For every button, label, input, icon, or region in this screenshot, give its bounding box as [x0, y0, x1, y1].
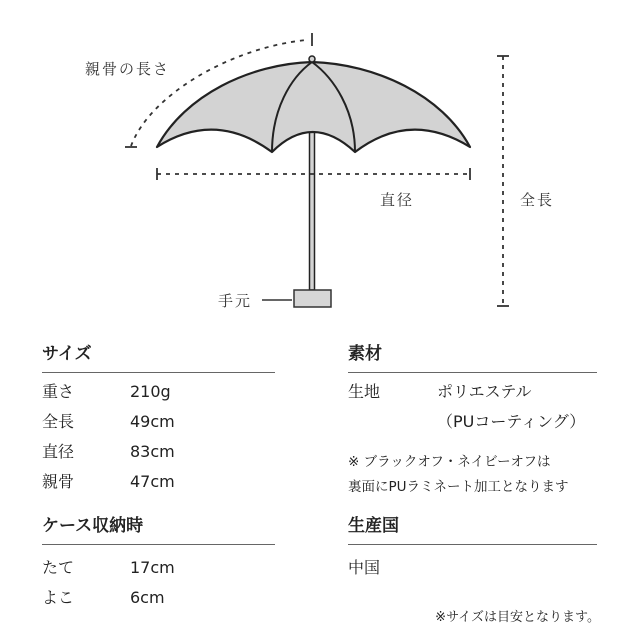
origin-row	[348, 553, 597, 583]
spec-row-case-width	[42, 583, 275, 613]
spec-row-weight	[42, 377, 275, 407]
umbrella-shaft	[310, 130, 315, 290]
size-column	[42, 0, 275, 640]
spec-value: 49cm	[130, 412, 175, 431]
spec-label: 重さ	[42, 382, 75, 401]
spec-value: 17cm	[130, 558, 175, 577]
spec-value: 83cm	[130, 442, 175, 461]
spec-label: よこ	[42, 588, 75, 607]
spec-value: （PUコーティング）	[437, 412, 586, 431]
spec-value: 47cm	[130, 472, 175, 491]
origin-heading: 生産国	[348, 515, 597, 545]
spec-row-total-length	[42, 407, 275, 437]
spec-label: たて	[42, 558, 75, 577]
spec-label: 直径	[42, 442, 75, 461]
spec-value: ポリエステル	[437, 382, 532, 401]
spec-row-case-height	[42, 553, 275, 583]
origin-value: 中国	[348, 558, 381, 577]
case-heading: ケース収納時	[42, 515, 275, 545]
rib-length-label: 親骨の長さ	[85, 60, 171, 78]
spec-value: 210g	[130, 382, 171, 401]
umbrella-handle	[294, 290, 331, 307]
spec-label: 親骨	[42, 472, 75, 491]
size-heading: サイズ	[42, 343, 275, 373]
size-disclaimer-footnote: ※サイズは目安となります。	[435, 610, 600, 625]
handle-label: 手元	[218, 292, 253, 310]
material-note-line: ※ ブラックオフ・ネイビーオフは	[348, 454, 551, 470]
umbrella-finial	[309, 56, 315, 62]
diameter-label: 直径	[380, 191, 415, 209]
material-note-line: 裏面にPUラミネート加工となります	[348, 479, 569, 495]
spec-label: 生地	[348, 382, 381, 401]
spec-row-rib-length	[42, 467, 275, 497]
spec-value: 6cm	[130, 588, 165, 607]
total-length-label: 全長	[520, 191, 555, 209]
material-column	[348, 0, 597, 640]
spec-row-fabric-coating	[348, 407, 597, 437]
spec-row-fabric	[348, 377, 597, 407]
material-heading: 素材	[348, 343, 597, 373]
spec-label: 全長	[42, 412, 75, 431]
spec-row-diameter	[42, 437, 275, 467]
